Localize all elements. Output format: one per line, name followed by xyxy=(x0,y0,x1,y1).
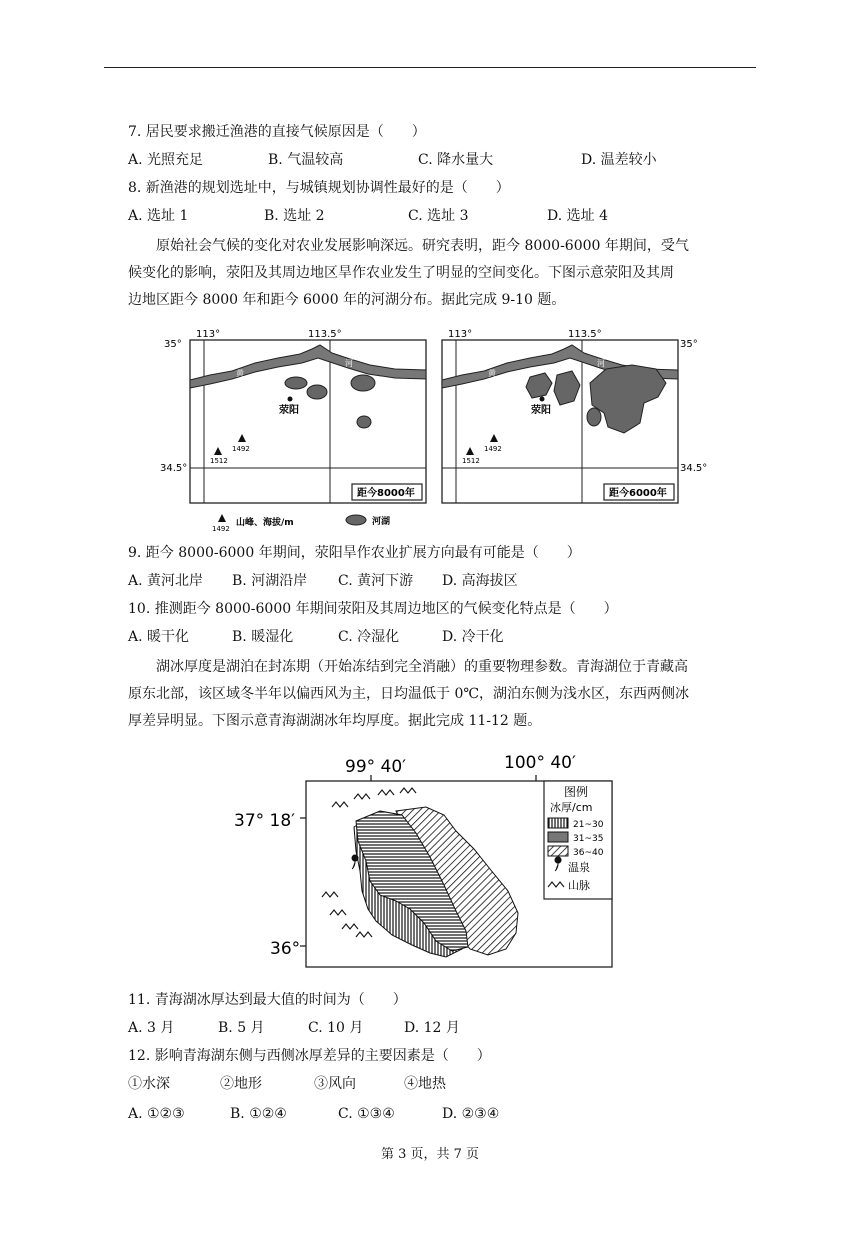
panel-label-6000: 距今6000年 xyxy=(609,488,667,499)
river-char-2-right: 河 xyxy=(597,359,605,368)
river-char-2: 河 xyxy=(345,359,353,368)
city-dot-8000 xyxy=(288,397,293,402)
lon-113-5-right: 113.5° xyxy=(568,329,602,340)
lon-100-40: 100° 40′ xyxy=(504,753,576,773)
panel-label-8000: 距今8000年 xyxy=(357,488,415,499)
q8-stem: 8. 新渔港的规划选址中，与城镇规划协调性最好的是（ ） xyxy=(128,180,510,196)
q9-option-c[interactable]: C. 黄河下游 xyxy=(338,573,414,589)
q10-option-a[interactable]: A. 暖干化 xyxy=(128,629,190,645)
peak-1492-label: 1492 xyxy=(232,445,250,453)
q12-factor-4: ④地热 xyxy=(404,1076,446,1092)
q8-option-d[interactable]: D. 选址 4 xyxy=(547,208,608,224)
q7-option-d[interactable]: D. 温差较小 xyxy=(581,152,657,168)
intro-paragraph-11-12 xyxy=(128,654,760,735)
legend-item-21-30: 21~30 xyxy=(573,820,604,830)
q8-option-c[interactable]: C. 选址 3 xyxy=(408,208,469,224)
lat-34-5-right: 34.5° xyxy=(680,463,708,474)
lat-36: 36° xyxy=(270,939,301,959)
intro-9-10-line-3: 边地区距今 8000 年和距今 6000 年的河湖分布。据此完成 9-10 题。 xyxy=(128,292,566,308)
legend-spring-text: 温泉 xyxy=(568,861,590,874)
q12-option-c[interactable]: C. ①③④ xyxy=(338,1106,395,1122)
peak-1512-label: 1512 xyxy=(210,457,228,465)
lat-37-18: 37° 18′ xyxy=(234,811,296,831)
city-dot-6000 xyxy=(540,397,545,402)
q12-factor-2: ②地形 xyxy=(220,1076,262,1092)
q11-option-c[interactable]: C. 10 月 xyxy=(308,1020,364,1036)
q12-factor-1: ①水深 xyxy=(128,1076,170,1092)
q11-option-b[interactable]: B. 5 月 xyxy=(218,1020,265,1036)
legend-mountain-text: 山脉 xyxy=(568,879,590,892)
city-label-6000: 荥阳 xyxy=(531,405,551,416)
lat-35-left: 35° xyxy=(164,339,182,350)
q11-option-d[interactable]: D. 12 月 xyxy=(404,1020,460,1036)
city-label-8000: 荥阳 xyxy=(279,405,299,416)
q10-option-b[interactable]: B. 暖湿化 xyxy=(232,629,294,645)
lat-34-5-left: 34.5° xyxy=(160,463,188,474)
q9-option-a[interactable]: A. 黄河北岸 xyxy=(128,573,204,589)
q9-stem: 9. 距今 8000-6000 年期间，荥阳旱作农业扩展方向最有可能是（ ） xyxy=(128,545,581,561)
intro-9-10-line-1: 原始社会气候的变化对农业发展影响深远。研究表明，距今 8000-6000 年期间，受气 xyxy=(156,238,689,254)
river-char-1-right: 黄 xyxy=(488,369,496,378)
xingyang-river-lake-map xyxy=(160,325,720,537)
q7-option-a[interactable]: A. 光照充足 xyxy=(128,152,204,168)
q12-stem: 12. 影响青海湖东侧与西侧冰厚差异的主要因素是（ ） xyxy=(128,1048,491,1064)
q7-option-b[interactable]: B. 气温较高 xyxy=(268,152,344,168)
q11-stem: 11. 青海湖冰厚达到最大值的时间为（ ） xyxy=(128,992,407,1008)
legend-peak-value: 1492 xyxy=(212,525,230,533)
q8-option-a[interactable]: A. 选址 1 xyxy=(128,208,189,224)
map1-legend xyxy=(212,514,390,533)
lake-8000-4 xyxy=(357,416,371,428)
q7-option-c[interactable]: C. 降水量大 xyxy=(418,152,494,168)
lake-8000-1 xyxy=(285,377,307,389)
map2-legend xyxy=(544,781,612,899)
intro-11-12-line-2: 原东北部，该区域冬半年以偏西风为主，日均温低于 0℃，湖泊东侧为浅水区，东西两侧冰 xyxy=(128,686,690,702)
legend-item-36-40: 36~40 xyxy=(573,848,604,858)
q10-option-d[interactable]: D. 冷干化 xyxy=(442,629,504,645)
q11-option-a[interactable]: A. 3 月 xyxy=(128,1020,175,1036)
lon-113-right: 113° xyxy=(448,329,473,340)
qinghai-lake-ice-map xyxy=(230,745,620,975)
intro-9-10-line-2: 候变化的影响，荥阳及其周边地区旱作农业发生了明显的空间变化。下图示意荥阳及其周 xyxy=(128,265,674,281)
legend-water-icon xyxy=(346,515,366,525)
lon-99-40: 99° 40′ xyxy=(345,757,407,777)
lake-8000-3 xyxy=(351,375,375,391)
river-char-1: 黄 xyxy=(236,369,244,378)
panel-6000-years xyxy=(442,329,707,503)
intro-11-12-line-3: 厚差异明显。下图示意青海湖湖冰年均厚度。据此完成 11-12 题。 xyxy=(128,713,542,729)
legend-peak-text: 山峰、海拔/m xyxy=(236,518,294,528)
q12-factor-3: ③风向 xyxy=(314,1076,356,1092)
q10-option-c[interactable]: C. 冷湿化 xyxy=(338,629,400,645)
legend-water-text: 河湖 xyxy=(372,517,391,527)
q12-option-b[interactable]: B. ①②④ xyxy=(230,1106,287,1122)
lon-113-5-left: 113.5° xyxy=(308,329,342,340)
peak-1512-label-right: 1512 xyxy=(462,457,480,465)
peak-1492-label-right: 1492 xyxy=(484,445,502,453)
legend-item-31-35: 31~35 xyxy=(573,834,604,844)
intro-paragraph-9-10 xyxy=(128,233,760,314)
lake-8000-2 xyxy=(307,385,327,399)
lake-6000-4 xyxy=(587,408,601,426)
legend-title: 图例 xyxy=(564,785,589,799)
q12-option-d[interactable]: D. ②③④ xyxy=(442,1106,500,1122)
q9-option-d[interactable]: D. 高海拔区 xyxy=(442,573,518,589)
q9-option-b[interactable]: B. 河湖沿岸 xyxy=(232,573,308,589)
q7-stem: 7. 居民要求搬迁渔港的直接气候原因是（ ） xyxy=(128,124,426,140)
lon-113-left: 113° xyxy=(196,329,221,340)
header-rule xyxy=(104,67,756,68)
q10-stem: 10. 推测距今 8000-6000 年期间荥阳及其周边地区的气候变化特点是（ ） xyxy=(128,601,618,617)
lat-35-right: 35° xyxy=(680,339,698,350)
panel-8000-years xyxy=(160,329,426,503)
q8-option-b[interactable]: B. 选址 2 xyxy=(264,208,325,224)
q12-option-a[interactable]: A. ①②③ xyxy=(128,1106,185,1122)
legend-subtitle: 冰厚/cm xyxy=(550,801,593,814)
legend-peak-icon xyxy=(218,514,226,522)
page-footer: 第 3 页，共 7 页 xyxy=(380,1147,480,1162)
intro-11-12-line-1: 湖冰厚度是湖泊在封冻期（开始冻结到完全消融）的重要物理参数。青海湖位于青藏高 xyxy=(156,659,688,675)
